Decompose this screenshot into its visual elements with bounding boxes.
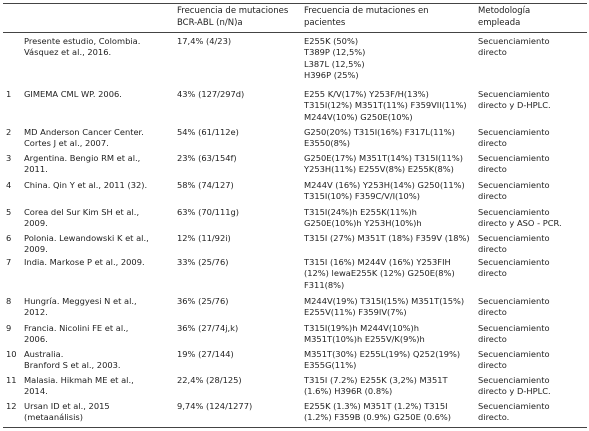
- frequency-cell: 23% (63/154f): [177, 153, 237, 163]
- row-number: 4: [6, 180, 12, 190]
- method-cell: Secuenciamiento directo: [478, 127, 550, 149]
- mutations-cell: M244V(19%) T315I(15%) M351T(15%) E255V(11%) F359IV(7%): [304, 296, 465, 318]
- mutations-cell: M351T(30%) E255L(19%) Q252(19%) E355G(11%): [304, 349, 461, 371]
- row-number: 9: [6, 323, 12, 333]
- row-number: 3: [6, 153, 12, 163]
- frequency-cell: 22,4% (28/125): [177, 375, 242, 385]
- frequency-cell: 19% (27/144): [177, 349, 234, 359]
- method-cell: Secuenciamiento directo y D-HPLC.: [478, 89, 551, 111]
- mutations-cell: E255 K/V(17%) Y253F/H(13%) T315I(12%) M351T(11%) F359VII(11%) M244V(10%) G250E(10%): [304, 89, 467, 122]
- mutations-cell: T315I(24%)h E255K(11%)h G250E(10%)h Y253H(10%)h: [304, 207, 422, 229]
- mutations-cell: E255K (50%) T389P (12,5%) L387L (12,5%) H396P (25%): [304, 36, 366, 81]
- study-cell: Australia. Branford S et al., 2003.: [24, 349, 121, 371]
- row-number: 5: [6, 207, 12, 217]
- method-cell: Secuenciamiento directo y ASO - PCR.: [478, 207, 562, 229]
- table-bottom-rule: [3, 427, 587, 428]
- frequency-cell: 36% (25/76): [177, 296, 229, 306]
- frequency-cell: 63% (70/111g): [177, 207, 240, 217]
- method-cell: Secuenciamiento directo: [478, 257, 550, 279]
- method-cell: Secuenciamiento directo y D-HPLC.: [478, 375, 551, 397]
- study-cell: Argentina. Bengio RM et al., 2011.: [24, 153, 141, 175]
- row-number: 10: [6, 349, 17, 359]
- study-cell: GIMEMA CML WP. 2006.: [24, 89, 122, 99]
- table-top-rule: [3, 3, 587, 4]
- frequency-cell: 58% (74/127): [177, 180, 234, 190]
- method-cell: Secuenciamiento directo: [478, 296, 550, 318]
- method-cell: Secuenciamiento directo: [478, 153, 550, 175]
- row-number: 6: [6, 233, 12, 243]
- mutations-cell: T315I (27%) M351T (18%) F359V (18%): [304, 233, 470, 243]
- mutations-cell: T315I (7.2%) E255K (3,2%) M351T (1.6%) H396R (0.8%): [304, 375, 448, 397]
- row-number: 2: [6, 127, 12, 137]
- study-cell: Francia. Nicolini FE et al., 2006.: [24, 323, 129, 345]
- method-cell: Secuenciamiento directo: [478, 349, 550, 371]
- method-cell: Secuenciamiento directo: [478, 180, 550, 202]
- frequency-cell: 43% (127/297d): [177, 89, 245, 99]
- method-cell: Secuenciamiento directo: [478, 323, 550, 345]
- study-cell: Malasia. Hikmah ME et al., 2014.: [24, 375, 134, 397]
- header-bottom-rule: [3, 32, 587, 33]
- study-cell: China. Qin Y et al., 2011 (32).: [24, 180, 148, 190]
- row-number: 11: [6, 375, 17, 385]
- study-cell: Polonia. Lewandowski K et al., 2009.: [24, 233, 149, 255]
- method-cell: Secuenciamiento directo: [478, 36, 550, 58]
- row-number: 8: [6, 296, 12, 306]
- header-freq: Frecuencia de mutaciones BCR-ABL (n/N)a: [177, 6, 289, 28]
- row-number: 7: [6, 257, 12, 267]
- row-number: 1: [6, 89, 12, 99]
- frequency-cell: 33% (25/76): [177, 257, 229, 267]
- study-cell: India. Markose P et al., 2009.: [24, 257, 145, 267]
- frequency-cell: 12% (11/92i): [177, 233, 231, 243]
- mutations-cell: T315I(19%)h M244V(10%)h M351T(10%)h E255V/K(9%)h: [304, 323, 425, 345]
- frequency-cell: 36% (27/74j,k): [177, 323, 239, 333]
- frequency-cell: 9,74% (124/1277): [177, 401, 253, 411]
- study-cell: Hungría. Meggyesi N et al., 2012.: [24, 296, 137, 318]
- study-cell: MD Anderson Cancer Center. Cortes J et al., 2007.: [24, 127, 144, 149]
- header-mutations: Frecuencia de mutaciones en pacientes: [304, 6, 429, 28]
- header-method: Metodología empleada: [478, 6, 531, 28]
- mutations-cell: G250E(17%) M351T(14%) T315I(11%) Y253H(11%) E255V(8%) E255K(8%): [304, 153, 463, 175]
- method-cell: Secuenciamiento directo.: [478, 401, 550, 423]
- mutations-cell: T315I (16%) M244V (16%) Y253FIH (12%) lewaE255K (12%) G250E(8%) F311(8%): [304, 257, 455, 290]
- mutations-cell: E255K (1.3%) M351T (1.2%) T315I (1.2%) F359B (0.9%) G250E (0.6%): [304, 401, 452, 423]
- study-cell: Corea del Sur Kim SH et al., 2009.: [24, 207, 140, 229]
- study-cell: Presente estudio, Colombia. Vásquez et al., 2016.: [24, 36, 141, 58]
- mutations-cell: M244V (16%) Y253H(14%) G250(11%) T315I(10%) F359C/V/I(10%): [304, 180, 465, 202]
- frequency-cell: 54% (61/112e): [177, 127, 239, 137]
- study-cell: Ursan ID et al., 2015 (metaanálisis): [24, 401, 110, 423]
- row-number: 12: [6, 401, 17, 411]
- frequency-cell: 17,4% (4/23): [177, 36, 232, 46]
- mutations-cell: G250(20%) T315I(16%) F317L(11%) E3550(8%): [304, 127, 455, 149]
- method-cell: Secuenciamiento directo: [478, 233, 550, 255]
